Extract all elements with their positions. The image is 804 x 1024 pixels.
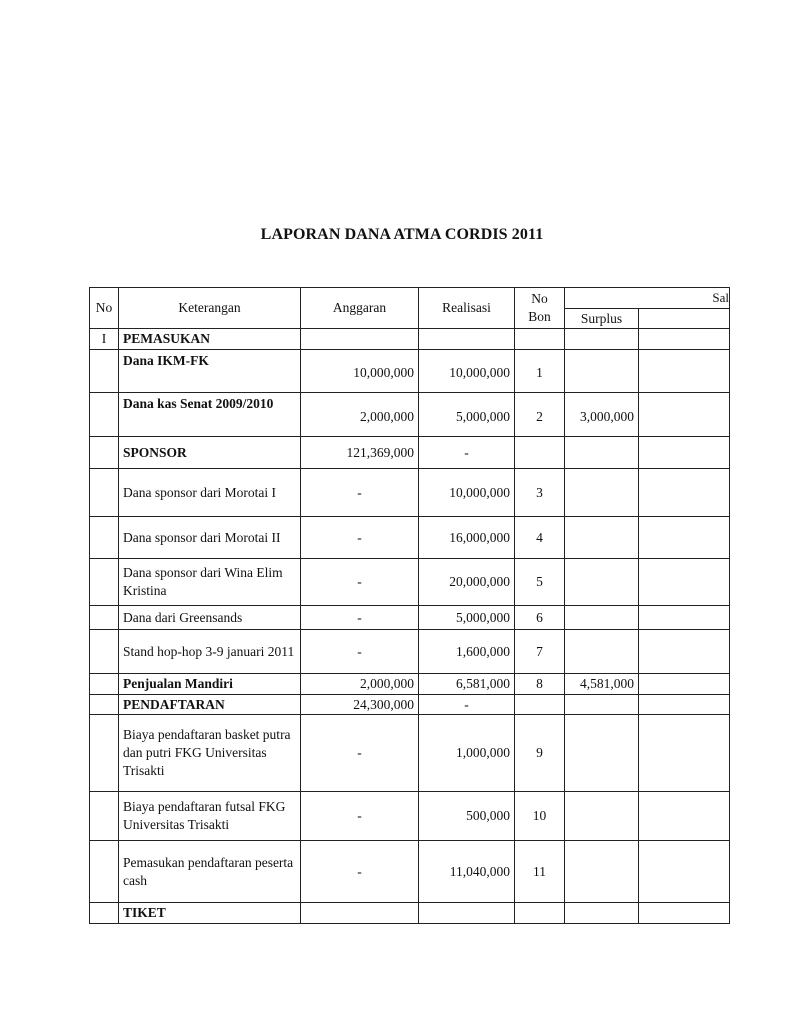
cell-extra: [639, 437, 730, 469]
cell-no-bon: 4: [515, 517, 565, 559]
cell-surplus: [565, 695, 639, 715]
cell-realisasi: 16,000,000: [419, 517, 515, 559]
cell-no: [90, 841, 119, 903]
cell-no: [90, 606, 119, 630]
cell-realisasi: -: [419, 695, 515, 715]
table-row: [90, 792, 730, 841]
cell-no-bon: 2: [515, 393, 565, 437]
cell-no-bon: [515, 329, 565, 350]
cell-no: [90, 792, 119, 841]
cell-realisasi: 500,000: [419, 792, 515, 841]
table-row: [90, 329, 730, 350]
cell-keterangan: Dana sponsor dari Morotai I: [119, 469, 301, 517]
cell-anggaran: [301, 329, 419, 350]
cell-no-bon: [515, 437, 565, 469]
cell-no: [90, 559, 119, 606]
cell-extra: [639, 841, 730, 903]
header-row: [90, 288, 730, 309]
cell-surplus: [565, 437, 639, 469]
cell-surplus: [565, 469, 639, 517]
cell-keterangan: TIKET: [119, 903, 301, 924]
table-row: [90, 674, 730, 695]
cell-anggaran: -: [301, 792, 419, 841]
cell-keterangan: PEMASUKAN: [119, 329, 301, 350]
cell-anggaran: 24,300,000: [301, 695, 419, 715]
table-row: [90, 630, 730, 674]
cell-extra: [639, 329, 730, 350]
report-title: LAPORAN DANA ATMA CORDIS 2011: [260, 226, 544, 243]
cell-surplus: [565, 792, 639, 841]
cell-surplus: 3,000,000: [565, 393, 639, 437]
cell-no-bon: 1: [515, 350, 565, 393]
table-row: [90, 437, 730, 469]
cell-anggaran: -: [301, 559, 419, 606]
cell-surplus: [565, 903, 639, 924]
cell-extra: [639, 393, 730, 437]
cell-anggaran: 121,369,000: [301, 437, 419, 469]
cell-anggaran: 10,000,000: [301, 350, 419, 393]
cell-realisasi: 10,000,000: [419, 469, 515, 517]
header-defisit-cell: [639, 309, 730, 329]
cell-surplus: [565, 715, 639, 792]
cell-keterangan: Pemasukan pendaftaran peserta cash: [119, 841, 301, 903]
cell-no-bon: 9: [515, 715, 565, 792]
cell-extra: [639, 630, 730, 674]
cell-keterangan: Dana kas Senat 2009/2010: [119, 393, 301, 437]
cell-no: [90, 517, 119, 559]
header-surplus: Surplus: [565, 309, 639, 329]
table-row: [90, 469, 730, 517]
cell-keterangan: SPONSOR: [119, 437, 301, 469]
cell-keterangan: Dana sponsor dari Wina Elim Kristina: [119, 559, 301, 606]
table-row: [90, 559, 730, 606]
cell-anggaran: 2,000,000: [301, 393, 419, 437]
table-row: [90, 715, 730, 792]
cell-surplus: [565, 841, 639, 903]
table-row: [90, 350, 730, 393]
cell-keterangan: Stand hop-hop 3-9 januari 2011: [119, 630, 301, 674]
cell-surplus: [565, 630, 639, 674]
header-no: No: [90, 288, 119, 329]
cell-no: [90, 695, 119, 715]
cell-no: [90, 350, 119, 393]
cell-keterangan: Dana IKM-FK: [119, 350, 301, 393]
cell-no-bon: 11: [515, 841, 565, 903]
header-keterangan: Keterangan: [119, 288, 301, 329]
cell-extra: [639, 559, 730, 606]
cell-surplus: [565, 559, 639, 606]
cell-keterangan: Biaya pendaftaran futsal FKG Universitas Trisakti: [119, 792, 301, 841]
table-row: [90, 393, 730, 437]
cell-no-bon: 3: [515, 469, 565, 517]
table-row: [90, 517, 730, 559]
cell-realisasi: [419, 903, 515, 924]
cell-no: [90, 437, 119, 469]
cell-realisasi: 10,000,000: [419, 350, 515, 393]
table-row: [90, 695, 730, 715]
cell-no-bon: 7: [515, 630, 565, 674]
cell-no-bon: 10: [515, 792, 565, 841]
cell-keterangan: Dana sponsor dari Morotai II: [119, 517, 301, 559]
cell-no: [90, 903, 119, 924]
cell-keterangan: Biaya pendaftaran basket putra dan putri FKG Universitas Trisakti: [119, 715, 301, 792]
cell-realisasi: -: [419, 437, 515, 469]
cell-anggaran: -: [301, 606, 419, 630]
cell-surplus: [565, 329, 639, 350]
report-table: [89, 287, 730, 924]
cell-extra: [639, 715, 730, 792]
header-no-bon: No Bon: [515, 288, 565, 329]
header-anggaran: Anggaran: [301, 288, 419, 329]
cell-surplus: 4,581,000: [565, 674, 639, 695]
cell-no-bon: [515, 695, 565, 715]
report-table-container: [89, 287, 729, 927]
cell-no-bon: [515, 903, 565, 924]
cell-realisasi: 1,600,000: [419, 630, 515, 674]
cell-extra: [639, 350, 730, 393]
cell-realisasi: 11,040,000: [419, 841, 515, 903]
cell-no: I: [90, 329, 119, 350]
cell-anggaran: [301, 903, 419, 924]
table-row: [90, 606, 730, 630]
cell-keterangan: Penjualan Mandiri: [119, 674, 301, 695]
cell-anggaran: -: [301, 517, 419, 559]
cell-extra: [639, 792, 730, 841]
cell-no: [90, 469, 119, 517]
header-saldo: [565, 288, 730, 309]
cell-extra: [639, 695, 730, 715]
cell-extra: [639, 469, 730, 517]
cell-no: [90, 674, 119, 695]
cell-surplus: [565, 350, 639, 393]
cell-extra: [639, 903, 730, 924]
cell-anggaran: -: [301, 469, 419, 517]
cell-realisasi: [419, 329, 515, 350]
table-row: [90, 841, 730, 903]
cell-extra: [639, 517, 730, 559]
cell-realisasi: 5,000,000: [419, 606, 515, 630]
cell-realisasi: 5,000,000: [419, 393, 515, 437]
cell-anggaran: 2,000,000: [301, 674, 419, 695]
cell-keterangan: Dana dari Greensands: [119, 606, 301, 630]
cell-extra: [639, 606, 730, 630]
cell-no: [90, 630, 119, 674]
cell-no-bon: 5: [515, 559, 565, 606]
cell-no: [90, 393, 119, 437]
table-row: [90, 903, 730, 924]
cell-realisasi: 20,000,000: [419, 559, 515, 606]
cell-no-bon: 8: [515, 674, 565, 695]
header-realisasi: Realisasi: [419, 288, 515, 329]
cell-extra: [639, 674, 730, 695]
cell-keterangan: PENDAFTARAN: [119, 695, 301, 715]
cell-realisasi: 6,581,000: [419, 674, 515, 695]
cell-anggaran: -: [301, 715, 419, 792]
cell-realisasi: 1,000,000: [419, 715, 515, 792]
cell-no-bon: 6: [515, 606, 565, 630]
header-saldo-label: Sal: [712, 290, 729, 305]
cell-anggaran: -: [301, 630, 419, 674]
cell-no: [90, 715, 119, 792]
cell-anggaran: -: [301, 841, 419, 903]
cell-surplus: [565, 606, 639, 630]
cell-surplus: [565, 517, 639, 559]
